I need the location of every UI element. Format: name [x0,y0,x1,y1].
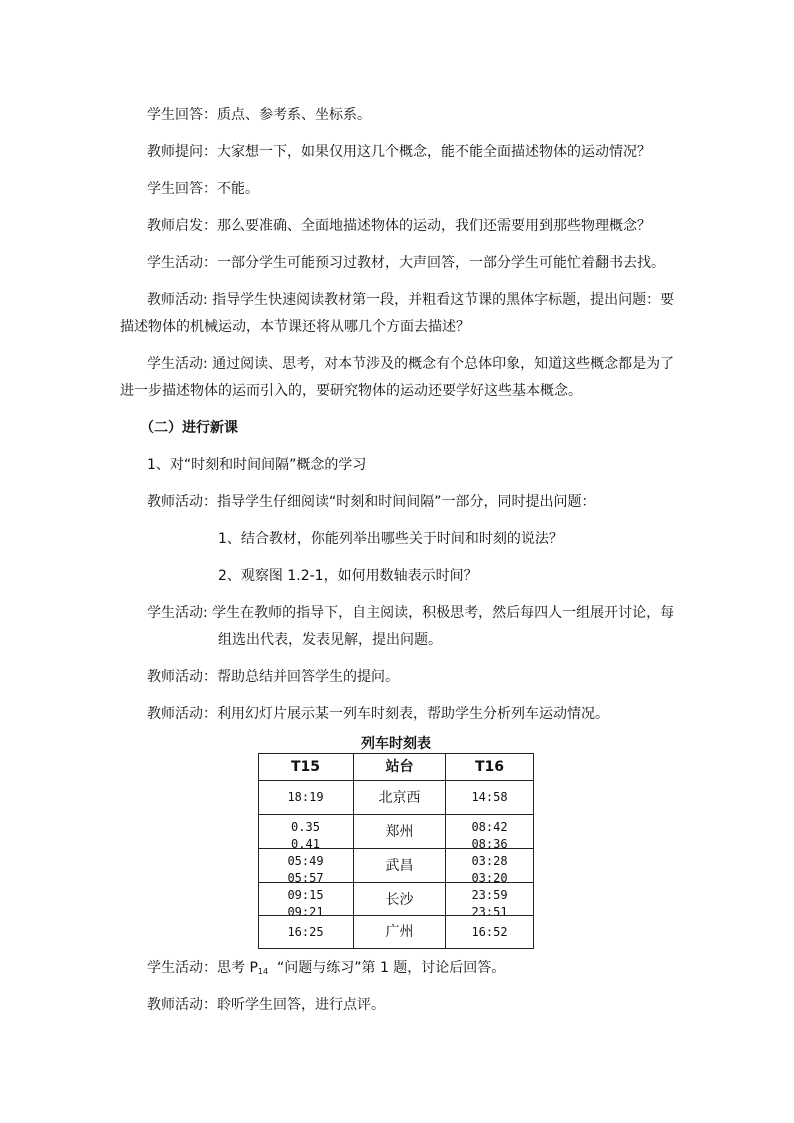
t15-time: 05:49 05:57 [258,849,354,883]
paragraph: 教师活动：利用幻灯片展示某一列车时刻表，帮助学生分析列车运动情况。 [147,706,609,722]
header-station: 站台 [354,753,446,781]
paragraph: 教师活动：帮助总结并回答学生的提问。 [147,669,399,685]
paragraph-think [147,958,505,982]
station-name: 长沙 [354,883,446,916]
t15-time: 09:15 09:21 [258,883,354,916]
think-suffix: “问题与练习”第 1 题，讨论后回答。 [268,960,506,976]
paragraph-continuation: 描述物体的机械运动，本节课还将从哪几个方面去描述？ [120,319,470,335]
paragraph: 学生活动: 学生在教师的指导下，自主阅读，积极思考，然后每四人一组展开讨论，每 [147,605,675,621]
paragraph: 教师活动: 指导学生快速阅读教材第一段，并粗看这节课的黑体字标题，提出问题：要 [147,292,675,308]
timetable-title: 列车时刻表 [361,736,431,752]
header-t16: T16 [446,753,534,781]
page-subscript: 14 [257,967,269,976]
question-item: 2、观察图 1.2-1，如何用数轴表示时间？ [218,568,478,584]
think-prefix: 学生活动：思考 P [147,960,258,976]
paragraph: 教师启发：那么要准确、全面地描述物体的运动，我们还需要用到那些物理概念？ [147,218,651,234]
paragraph-continuation: 进一步描述物体的运而引入的，要研究物体的运动还要学好这些基本概念。 [120,383,582,399]
paragraph: 教师提问：大家想一下，如果仅用这几个概念，能不能全面描述物体的运动情况？ [147,144,651,160]
t16-time: 03:28 03:20 [446,849,534,883]
paragraph: 学生回答：质点、参考系、坐标系。 [147,107,371,123]
section-heading: （二）进行新课 [140,420,238,436]
paragraph: 教师活动：聆听学生回答，进行点评。 [147,997,385,1013]
t15-time: 16:25 [258,916,354,949]
station-name: 武昌 [354,849,446,883]
timetable [258,753,534,949]
paragraph: 教师活动：指导学生仔细阅读“时刻和时间间隔”一部分，同时提出问题： [147,494,596,510]
t16-time: 14:58 [446,781,534,815]
subsection-heading: 1、对“时刻和时间间隔”概念的学习 [147,457,367,473]
paragraph: 学生活动: 通过阅读、思考，对本节涉及的概念有个总体印象，知道这些概念都是为了 [147,356,675,372]
station-name: 广州 [354,916,446,949]
t15-time: 0.35 0.41 [258,815,354,849]
paragraph-continuation: 组选出代表，发表见解，提出问题。 [218,632,442,648]
paragraph: 学生活动：一部分学生可能预习过教材，大声回答，一部分学生可能忙着翻书去找。 [147,255,665,271]
t16-time: 23:59 23:51 [446,883,534,916]
paragraph: 学生回答：不能。 [147,181,259,197]
t16-time: 16:52 [446,916,534,949]
station-name: 北京西 [354,781,446,815]
question-item: 1、结合教材，你能列举出哪些关于时间和时刻的说法？ [218,531,563,547]
t16-time: 08:42 08:36 [446,815,534,849]
header-t15: T15 [258,753,354,781]
station-name: 郑州 [354,815,446,849]
t15-time: 18:19 [258,781,354,815]
